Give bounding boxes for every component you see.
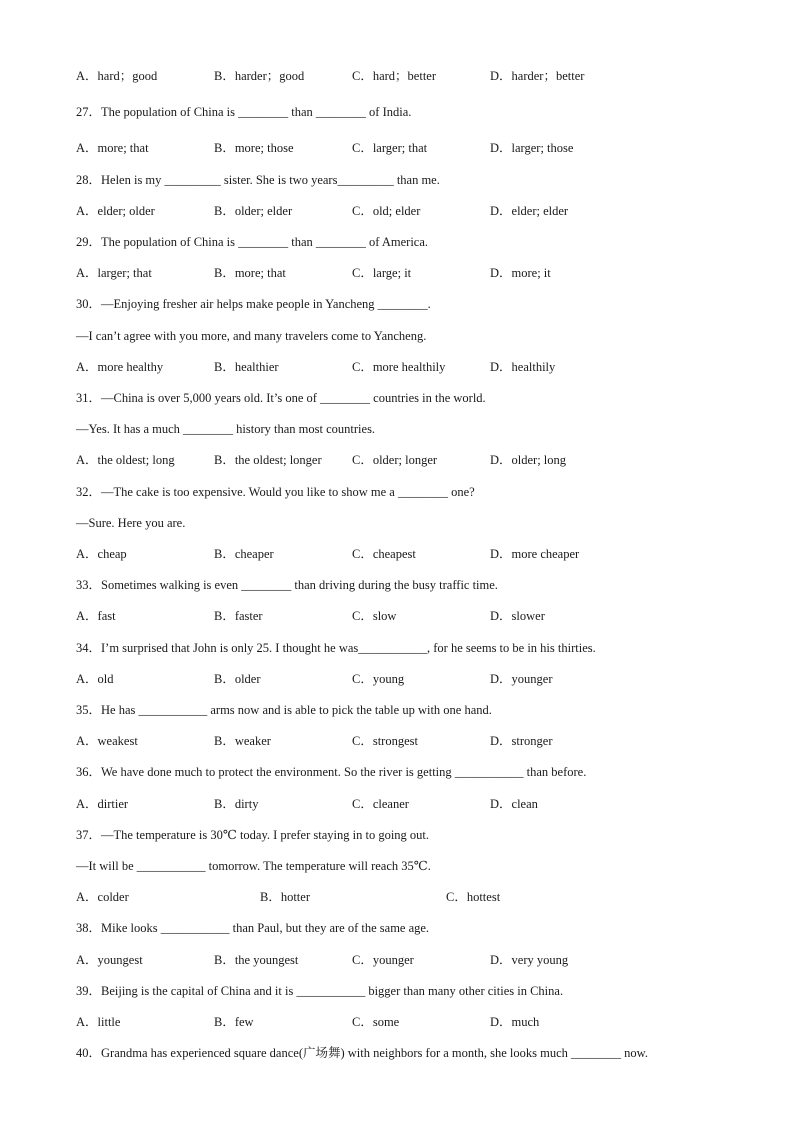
answer-option-d: D．harder；better: [490, 69, 585, 83]
answer-option-a: A．dirtier: [76, 797, 129, 811]
answer-option-b: B．few: [214, 1015, 254, 1029]
answer-option-b: B．more; that: [214, 266, 286, 280]
question-text: 36．We have done much to protect the environment. So the river is getting ___________ than before.: [76, 765, 587, 779]
answer-option-c: C．cheapest: [352, 547, 416, 561]
answer-option-a: A．more; that: [76, 141, 149, 155]
question-text: 32．—The cake is too expensive. Would you like to show me a ________ one?: [76, 485, 475, 499]
answer-option-c: C．strongest: [352, 734, 418, 748]
answer-option-d: D．stronger: [490, 734, 553, 748]
answer-option-a: A．little: [76, 1015, 121, 1029]
question-text: 37．—The temperature is 30℃ today. I prefer staying in to going out.: [76, 828, 430, 842]
answer-option-a: A．the oldest; long: [76, 453, 175, 467]
question-text: 35．He has ___________ arms now and is able to pick the table up with one hand.: [76, 703, 492, 717]
question-text: 40．Grandma has experienced square dance(广场舞) with neighbors for a month, she looks much ________ now.: [76, 1046, 648, 1060]
question-text: —It will be ___________ tomorrow. The temperature will reach 35℃.: [76, 859, 431, 873]
question-text: 27．The population of China is ________ than ________ of India.: [76, 105, 412, 119]
answer-option-d: D．clean: [490, 797, 538, 811]
question-text: 33．Sometimes walking is even ________ than driving during the busy traffic time.: [76, 578, 498, 592]
answer-option-d: D．older; long: [490, 453, 567, 467]
answer-option-a: A．larger; that: [76, 266, 152, 280]
answer-option-d: D．younger: [490, 672, 553, 686]
answer-option-d: D．elder; elder: [490, 204, 569, 218]
question-text: —I can’t agree with you more, and many travelers come to Yancheng.: [76, 329, 427, 343]
answer-option-a: A．youngest: [76, 953, 143, 967]
question-text: —Sure. Here you are.: [76, 516, 186, 530]
answer-option-c: C．younger: [352, 953, 414, 967]
answer-option-d: D．larger; those: [490, 141, 574, 155]
answer-option-a: A．cheap: [76, 547, 127, 561]
answer-option-c: C．some: [352, 1015, 400, 1029]
answer-option-a: A．elder; older: [76, 204, 155, 218]
answer-option-c: C．more healthily: [352, 360, 446, 374]
answer-option-b: B．faster: [214, 609, 263, 623]
answer-option-b: B．more; those: [214, 141, 294, 155]
answer-option-b: B．dirty: [214, 797, 259, 811]
question-text: 31．—China is over 5,000 years old. It’s one of ________ countries in the world.: [76, 391, 486, 405]
question-text: 28．Helen is my _________ sister. She is two years_________ than me.: [76, 173, 440, 187]
question-text: —Yes. It has a much ________ history than most countries.: [76, 422, 376, 436]
question-text: 38．Mike looks ___________ than Paul, but they are of the same age.: [76, 921, 430, 935]
answer-option-a: A．hard；good: [76, 69, 158, 83]
answer-option-a: A．weakest: [76, 734, 138, 748]
answer-option-b: B．harder；good: [214, 69, 305, 83]
answer-option-a: A．more healthy: [76, 360, 164, 374]
answer-option-b: B．the oldest; longer: [214, 453, 322, 467]
answer-option-b: B．older: [214, 672, 261, 686]
answer-option-d: D．healthily: [490, 360, 556, 374]
answer-option-d: D．much: [490, 1015, 540, 1029]
question-text: 34．I’m surprised that John is only 25. I thought he was___________, for he seems to be in his thirties.: [76, 641, 596, 655]
answer-option-c: C．larger; that: [352, 141, 428, 155]
answer-option-d: D．more; it: [490, 266, 551, 280]
answer-option-d: D．more cheaper: [490, 547, 580, 561]
answer-option-a: A．fast: [76, 609, 116, 623]
answer-option-b: B．healthier: [214, 360, 279, 374]
answer-option-c: C．older; longer: [352, 453, 438, 467]
answer-option-d: D．slower: [490, 609, 545, 623]
answer-option-d: D．very young: [490, 953, 569, 967]
answer-option-c: C．hard；better: [352, 69, 437, 83]
answer-option-c: C．slow: [352, 609, 397, 623]
answer-option-b: B．cheaper: [214, 547, 274, 561]
question-text: 29．The population of China is ________ than ________ of America.: [76, 235, 429, 249]
answer-option-c: C．old; elder: [352, 204, 421, 218]
answer-option-b: B．weaker: [214, 734, 271, 748]
question-text: 30．—Enjoying fresher air helps make people in Yancheng ________.: [76, 297, 431, 311]
answer-option-a: A．colder: [76, 890, 129, 904]
answer-option-b: B．the youngest: [214, 953, 299, 967]
answer-option-c: C．young: [352, 672, 405, 686]
answer-option-b: B．older; elder: [214, 204, 293, 218]
answer-option-c: C．hottest: [446, 890, 501, 904]
question-text: 39．Beijing is the capital of China and it is ___________ bigger than many other cities in China.: [76, 984, 564, 998]
answer-option-a: A．old: [76, 672, 114, 686]
answer-option-b: B．hotter: [260, 890, 310, 904]
answer-option-c: C．cleaner: [352, 797, 409, 811]
answer-option-c: C．large; it: [352, 266, 412, 280]
